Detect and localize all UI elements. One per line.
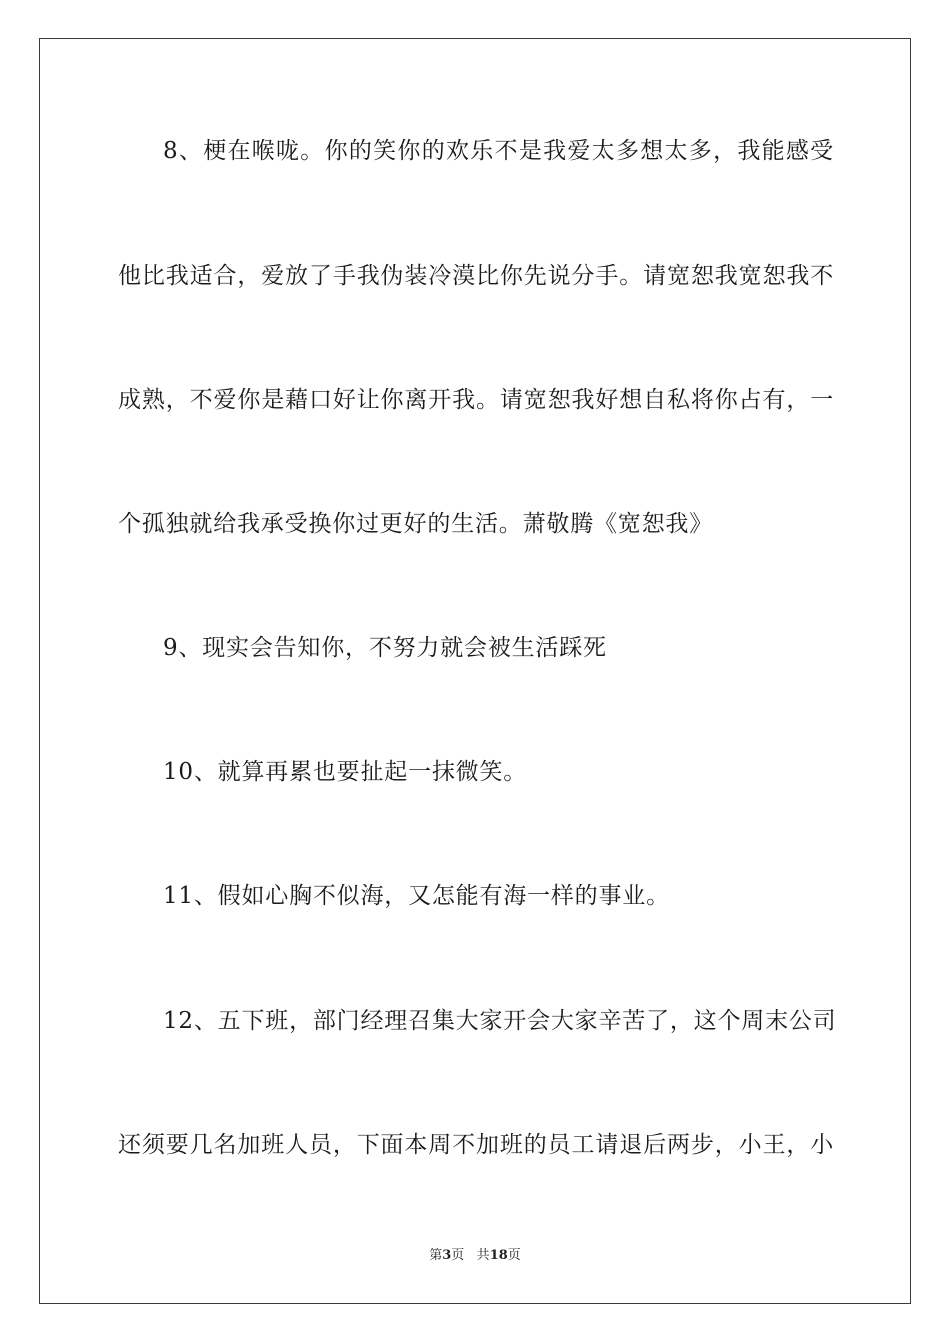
footer-total-prefix: 共 xyxy=(476,1248,490,1263)
footer-prefix: 第 xyxy=(429,1248,443,1263)
paragraph-9: 9、现实会告知你，不努力就会被生活踩死 xyxy=(163,635,607,661)
paragraph-8-line-4: 个孤独就给我承受换你过更好的生活。萧敬腾《宽恕我》 xyxy=(118,511,713,537)
footer-total-pages: 18 xyxy=(489,1248,508,1263)
paragraph-12-line-2: 还须要几名加班人员，下面本周不加班的员工请退后两步，小王，小 xyxy=(118,1132,834,1158)
paragraph-8-line-3: 成熟，不爱你是藉口好让你离开我。请宽恕我好想自私将你占有，一 xyxy=(118,387,834,413)
footer-page-suffix: 页 xyxy=(451,1248,465,1263)
page-border xyxy=(39,38,911,1304)
paragraph-8-line-2: 他比我适合，爱放了手我伪装冷漠比你先说分手。请宽恕我宽恕我不 xyxy=(118,263,834,289)
footer-current-page: 3 xyxy=(442,1248,452,1263)
paragraph-12-line-1: 12、五下班，部门经理召集大家开会大家辛苦了，这个周末公司 xyxy=(163,1008,837,1034)
page-footer xyxy=(0,1247,950,1265)
paragraph-10: 10、就算再累也要扯起一抹微笑。 xyxy=(163,759,528,785)
paragraph-11: 11、假如心胸不似海，又怎能有海一样的事业。 xyxy=(163,883,670,909)
paragraph-8-line-1: 8、梗在喉咙。你的笑你的欢乐不是我爱太多想太多，我能感受 xyxy=(163,138,834,164)
footer-total-suffix: 页 xyxy=(507,1248,521,1263)
